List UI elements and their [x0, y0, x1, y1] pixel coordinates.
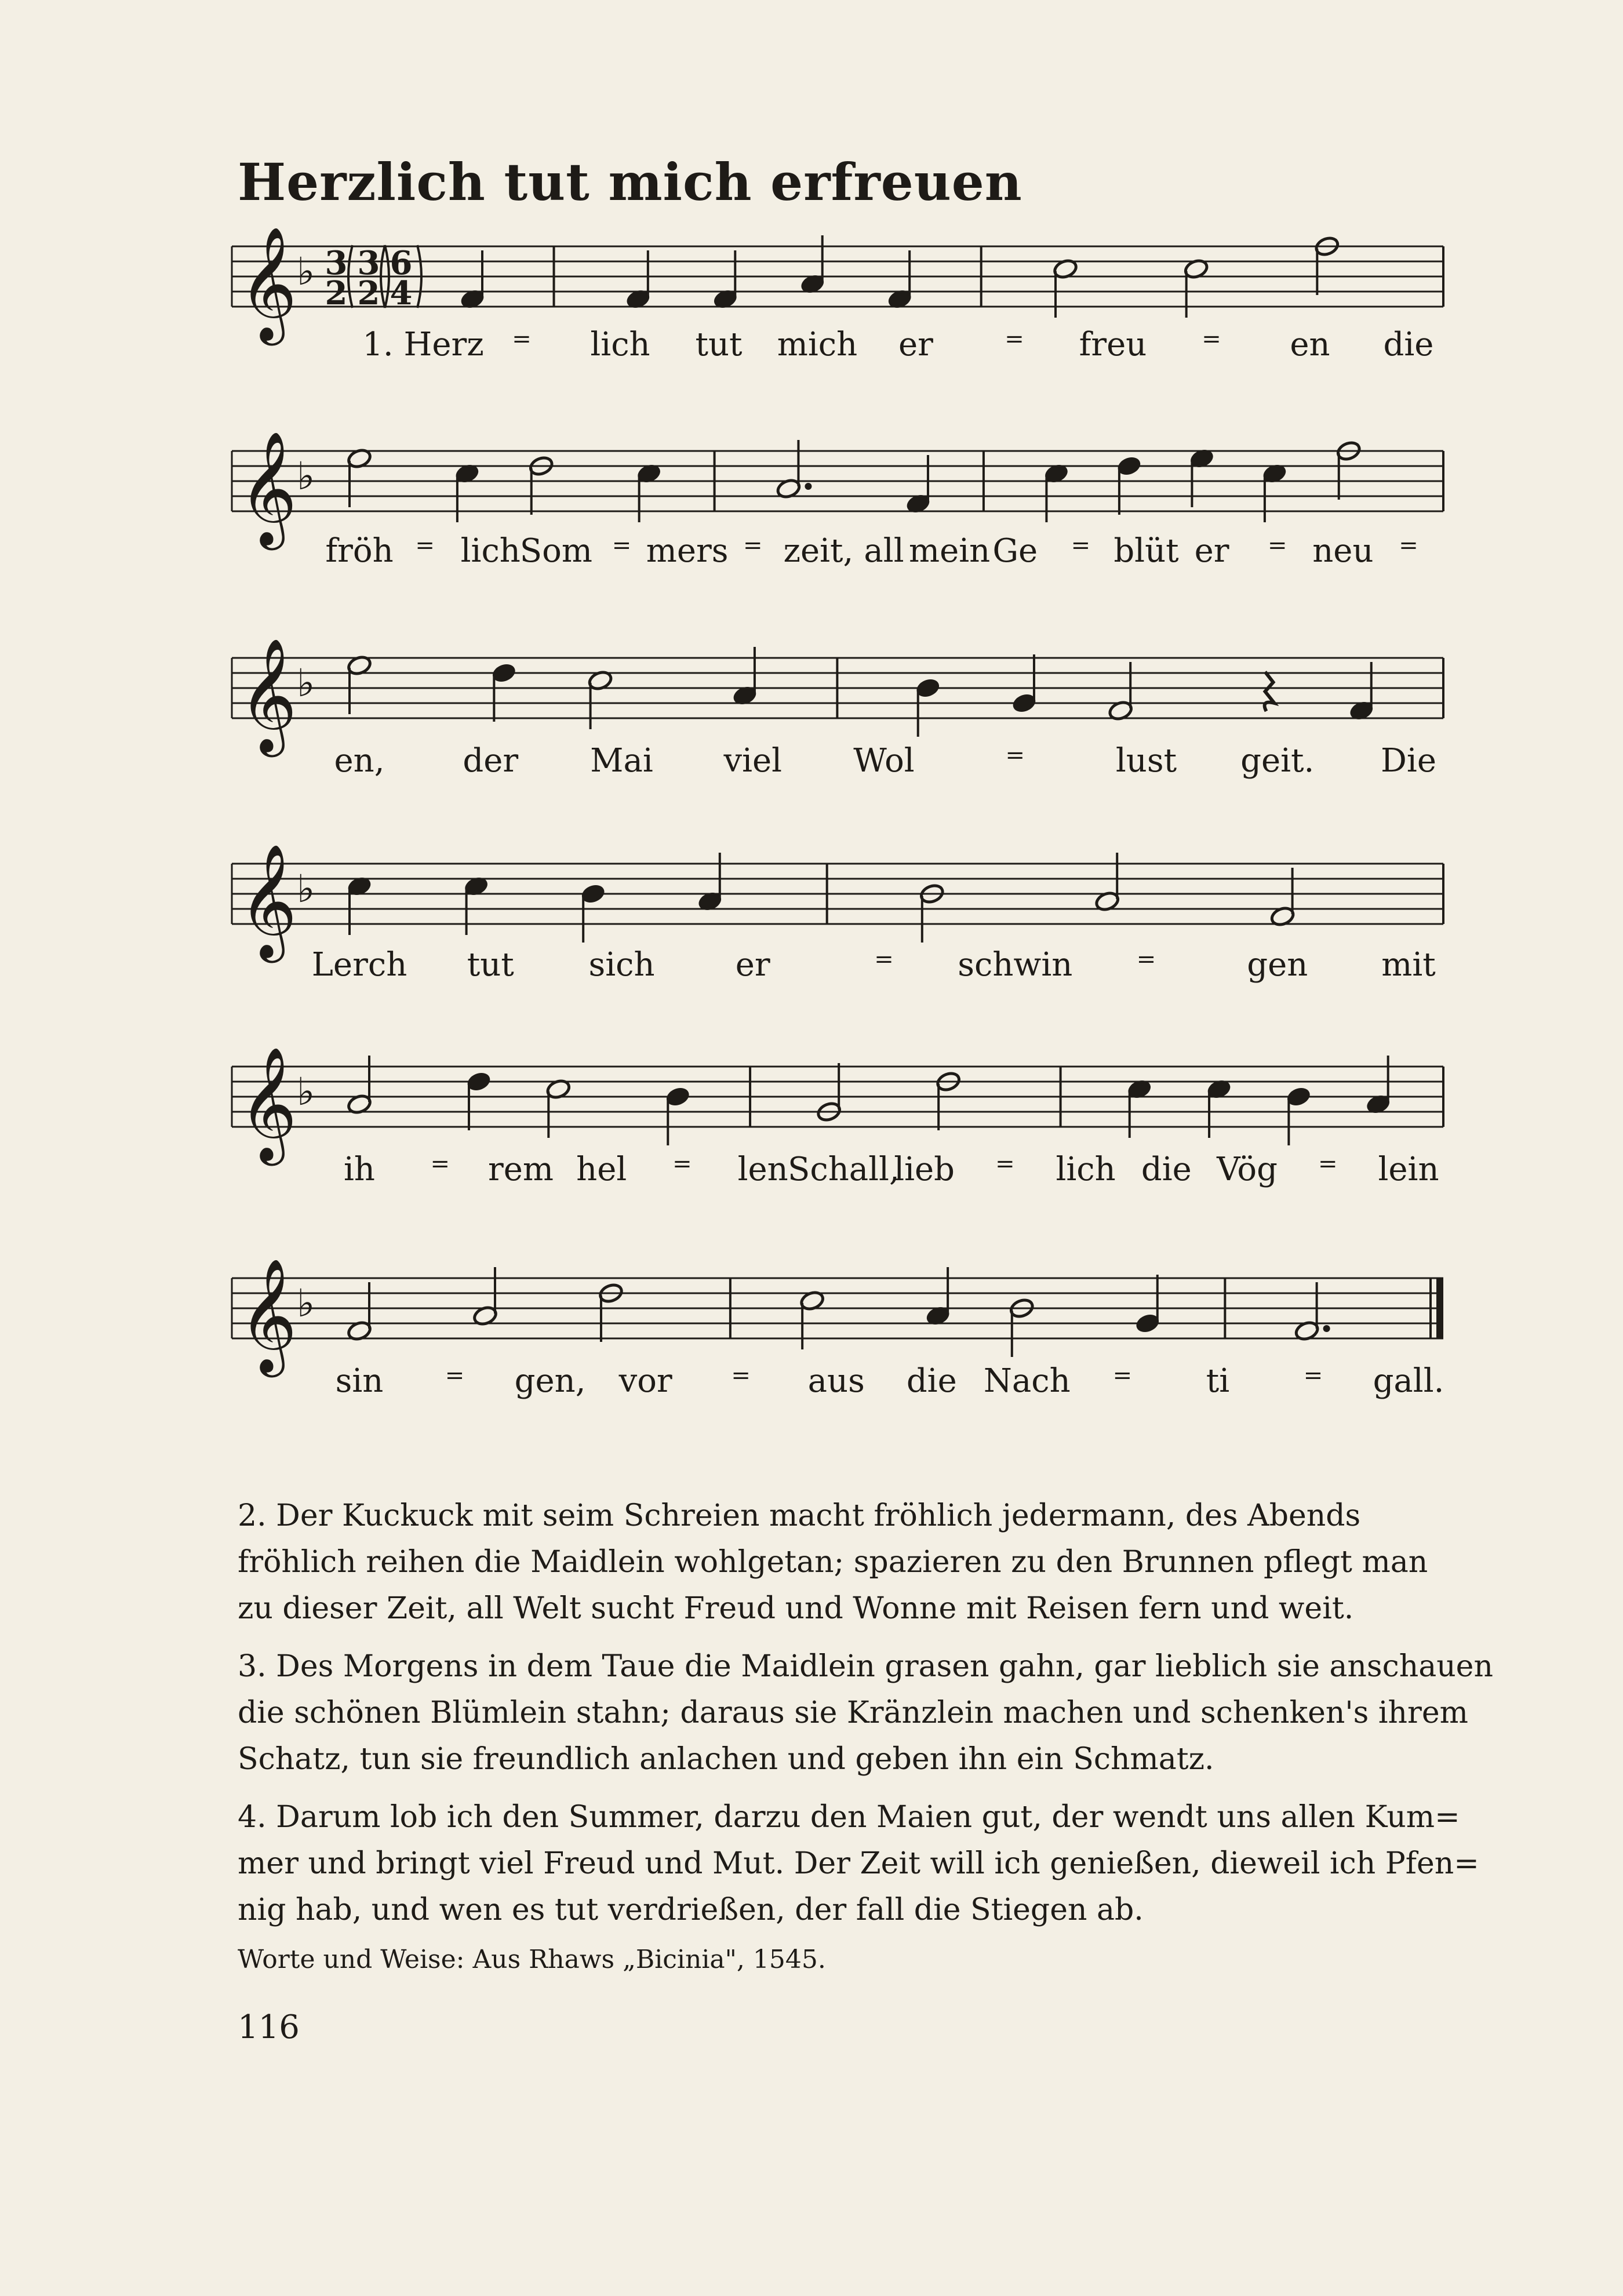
lyric-syllable: blüt [1113, 532, 1179, 570]
note [1094, 853, 1120, 912]
treble-clef-icon: 𝄞 [239, 1258, 297, 1373]
treble-clef-icon: 𝄞 [239, 1046, 297, 1161]
lyric-syllable: der [463, 742, 519, 780]
augmentation-dot [1323, 1325, 1330, 1332]
lyric-syllable: Mai [590, 742, 653, 780]
verse-line: nig hab, und wen es tut verdrießen, der fall die Stiegen ab. [238, 1893, 1144, 1927]
lyric-syllable: die [1141, 1151, 1192, 1188]
lyric-syllable: schwin [958, 946, 1073, 984]
note [472, 1267, 498, 1327]
lyric-syllable: er [1194, 532, 1229, 570]
note [915, 677, 941, 737]
note [1348, 662, 1374, 722]
lyric-syllable: freu [1079, 326, 1147, 363]
note [347, 875, 373, 935]
note [1335, 440, 1362, 500]
time-signatures [325, 244, 421, 312]
staff [232, 623, 1443, 751]
syllable-hyphen: = [1005, 742, 1025, 769]
note [347, 447, 373, 507]
lyric-syllable: ih [344, 1151, 375, 1188]
syllable-hyphen: = [672, 1151, 692, 1177]
syllable-hyphen: = [430, 1151, 450, 1177]
note [925, 1267, 951, 1327]
verse-line: die schönen Blümlein stahn; daraus sie Kränzlein machen und schenken's ihrem [238, 1695, 1468, 1730]
treble-clef-icon: 𝄞 [239, 638, 297, 752]
key-signature-flat-icon: ♭ [297, 661, 315, 705]
note [625, 250, 651, 310]
note [528, 455, 554, 515]
lyric-syllable: len [737, 1151, 788, 1188]
time-signature-numerator: 3 [357, 244, 380, 282]
staff [232, 1243, 1443, 1371]
time-signature-denominator: 2 [325, 274, 348, 312]
staff [232, 416, 1443, 544]
key-signature-flat-icon: ♭ [297, 249, 315, 294]
lyric-syllable: fröh [325, 532, 394, 570]
note [1314, 235, 1340, 295]
lyric-syllable: mers [646, 532, 729, 570]
note [1043, 463, 1069, 522]
time-signature-denominator: 4 [390, 274, 413, 312]
lyric-syllable: Wol [853, 742, 915, 780]
note [1116, 455, 1142, 515]
note [460, 250, 486, 310]
lyric-syllable: vor [618, 1362, 672, 1400]
note [1261, 463, 1287, 522]
note [491, 662, 517, 722]
note [1011, 654, 1037, 714]
note [1365, 1056, 1391, 1115]
note [347, 1056, 373, 1115]
staff [232, 829, 1443, 956]
note [545, 1078, 572, 1138]
lyric-syllable: Lerch [311, 946, 407, 984]
lyric-syllable: tut [467, 946, 514, 984]
note [799, 1290, 825, 1349]
key-signature-flat-icon: ♭ [297, 454, 315, 499]
syllable-hyphen: = [1399, 532, 1418, 559]
time-signature-numerator: 6 [390, 244, 413, 282]
syllable-hyphen: = [415, 532, 435, 559]
syllable-hyphen: = [731, 1362, 751, 1389]
lyric-syllable: lust [1115, 742, 1177, 780]
treble-clef-icon: 𝄞 [239, 226, 297, 341]
note [905, 455, 931, 515]
note [598, 1282, 624, 1342]
note [887, 250, 913, 310]
lyric-syllable: sin [335, 1362, 384, 1400]
note [1206, 1078, 1232, 1138]
note [347, 654, 373, 714]
syllable-hyphen: = [512, 326, 532, 352]
quarter-rest-icon [1265, 672, 1275, 711]
song-title: Herzlich tut mich erfreuen [238, 152, 1022, 212]
lyric-syllable: gen, [514, 1362, 586, 1400]
syllable-hyphen: = [1202, 326, 1221, 352]
syllable-hyphen: = [1071, 532, 1091, 559]
syllable-hyphen: = [1318, 1151, 1338, 1177]
lyric-syllable: aus [807, 1362, 865, 1400]
note [776, 440, 812, 500]
lyric-syllable: lieb [894, 1151, 955, 1188]
verse-line: Schatz, tun sie freundlich anlachen und geben ihn ein Schmatz. [238, 1742, 1214, 1777]
lyric-syllable: lich [590, 326, 650, 363]
lyric-syllable: lich [1056, 1151, 1116, 1188]
note [936, 1071, 962, 1130]
note [1009, 1297, 1035, 1357]
lyric-syllable: gall. [1373, 1362, 1444, 1400]
lyric-syllable: neu [1312, 532, 1374, 570]
lyric-syllable: gen [1247, 946, 1308, 984]
verse-line: zu dieser Zeit, all Welt sucht Freud und Wonne mit Reisen fern und weit. [238, 1591, 1354, 1626]
verse-line: fröhlich reihen die Maidlein wohlgetan; spazieren zu den Brunnen pflegt man [238, 1545, 1428, 1580]
augmentation-dot [805, 483, 812, 490]
key-signature-flat-icon: ♭ [297, 1281, 315, 1326]
note [587, 669, 613, 729]
syllable-hyphen: = [612, 532, 632, 559]
syllable-hyphen: = [743, 532, 763, 559]
note [919, 883, 945, 943]
lyric-syllable: lich [460, 532, 521, 570]
lyric-syllable: viel [723, 742, 783, 780]
note [636, 463, 662, 522]
verse-3 [238, 1643, 1493, 1782]
verse-line: 3. Des Morgens in dem Taue die Maidlein grasen gahn, gar lieblich sie anschauen [238, 1649, 1493, 1684]
verse-4 [238, 1794, 1479, 1933]
verse-line: 2. Der Kuckuck mit seim Schreien macht fröhlich jedermann, des Abends [238, 1498, 1361, 1533]
treble-clef-icon: 𝄞 [239, 843, 297, 958]
note [1126, 1078, 1152, 1138]
lyric-syllable: Vög [1217, 1151, 1278, 1188]
lyric-syllable: hel [576, 1151, 627, 1188]
staff [232, 212, 1443, 339]
time-signature-denominator: 2 [357, 274, 380, 312]
syllable-hyphen: = [1303, 1362, 1323, 1389]
note [1183, 258, 1209, 318]
note [1286, 1086, 1312, 1145]
credits: Worte und Weise: Aus Rhaws „Bicinia", 1545. [238, 1945, 826, 1974]
staff [232, 1032, 1443, 1159]
lyric-syllable: Schall, [787, 1151, 900, 1188]
lyric-syllable: sich [588, 946, 655, 984]
lyric-syllable: en, [334, 742, 385, 780]
key-signature-flat-icon: ♭ [297, 867, 315, 911]
lyric-syllable: zeit, [783, 532, 854, 570]
key-signature-flat-icon: ♭ [297, 1069, 315, 1114]
page-number: 116 [238, 2008, 300, 2046]
lyric-syllable: Die [1381, 742, 1436, 780]
note [454, 463, 480, 522]
lyric-syllable: die [906, 1362, 957, 1400]
lyric-syllable: tut [695, 326, 743, 363]
verse-line: 4. Darum lob ich den Summer, darzu den Maien gut, der wendt uns allen Kum= [238, 1800, 1460, 1835]
lyric-syllable: rem [487, 1151, 554, 1188]
syllable-hyphen: = [1112, 1362, 1133, 1389]
lyric-syllable: all [864, 532, 904, 570]
note [799, 235, 825, 295]
time-signature-numerator: 3 [325, 244, 348, 282]
note [732, 647, 758, 707]
lyric-syllable: ti [1206, 1362, 1230, 1400]
note [1053, 258, 1079, 318]
lyric-syllable: 1. Herz [362, 326, 484, 363]
lyric-syllable: Nach [983, 1362, 1071, 1400]
lyric-syllable: Som [519, 532, 592, 570]
note [665, 1086, 691, 1145]
note [1189, 447, 1215, 507]
lyric-syllable: Ge [992, 532, 1038, 570]
note [465, 1071, 492, 1130]
syllable-hyphen: = [1005, 326, 1024, 352]
note [463, 875, 489, 935]
lyric-syllable: mich [777, 326, 858, 363]
syllable-hyphen: = [1136, 946, 1156, 973]
lyric-syllable: mit [1381, 946, 1436, 984]
note [1108, 662, 1134, 722]
syllable-hyphen: = [445, 1362, 465, 1389]
lyric-syllable: er [898, 326, 933, 363]
verse-2 [238, 1493, 1438, 1632]
note [697, 853, 723, 912]
lyric-syllable: er [735, 946, 770, 984]
lyric-syllable: die [1383, 326, 1434, 363]
syllable-hyphen: = [995, 1151, 1015, 1177]
note [347, 1282, 373, 1342]
treble-clef-icon: 𝄞 [239, 431, 297, 545]
note [712, 250, 738, 310]
note [1294, 1282, 1330, 1342]
lyric-syllable: mein [909, 532, 991, 570]
note [816, 1063, 842, 1123]
syllable-hyphen: = [874, 946, 894, 973]
lyric-syllable: en [1290, 326, 1330, 363]
note [580, 883, 606, 943]
note [1269, 868, 1296, 927]
verse-line: mer und bringt viel Freud und Mut. Der Zeit will ich genießen, dieweil ich Pfen= [238, 1846, 1479, 1881]
lyric-syllable: geit. [1240, 742, 1315, 780]
syllable-hyphen: = [1267, 532, 1287, 559]
lyric-syllable: lein [1378, 1151, 1439, 1188]
note [1134, 1275, 1160, 1334]
